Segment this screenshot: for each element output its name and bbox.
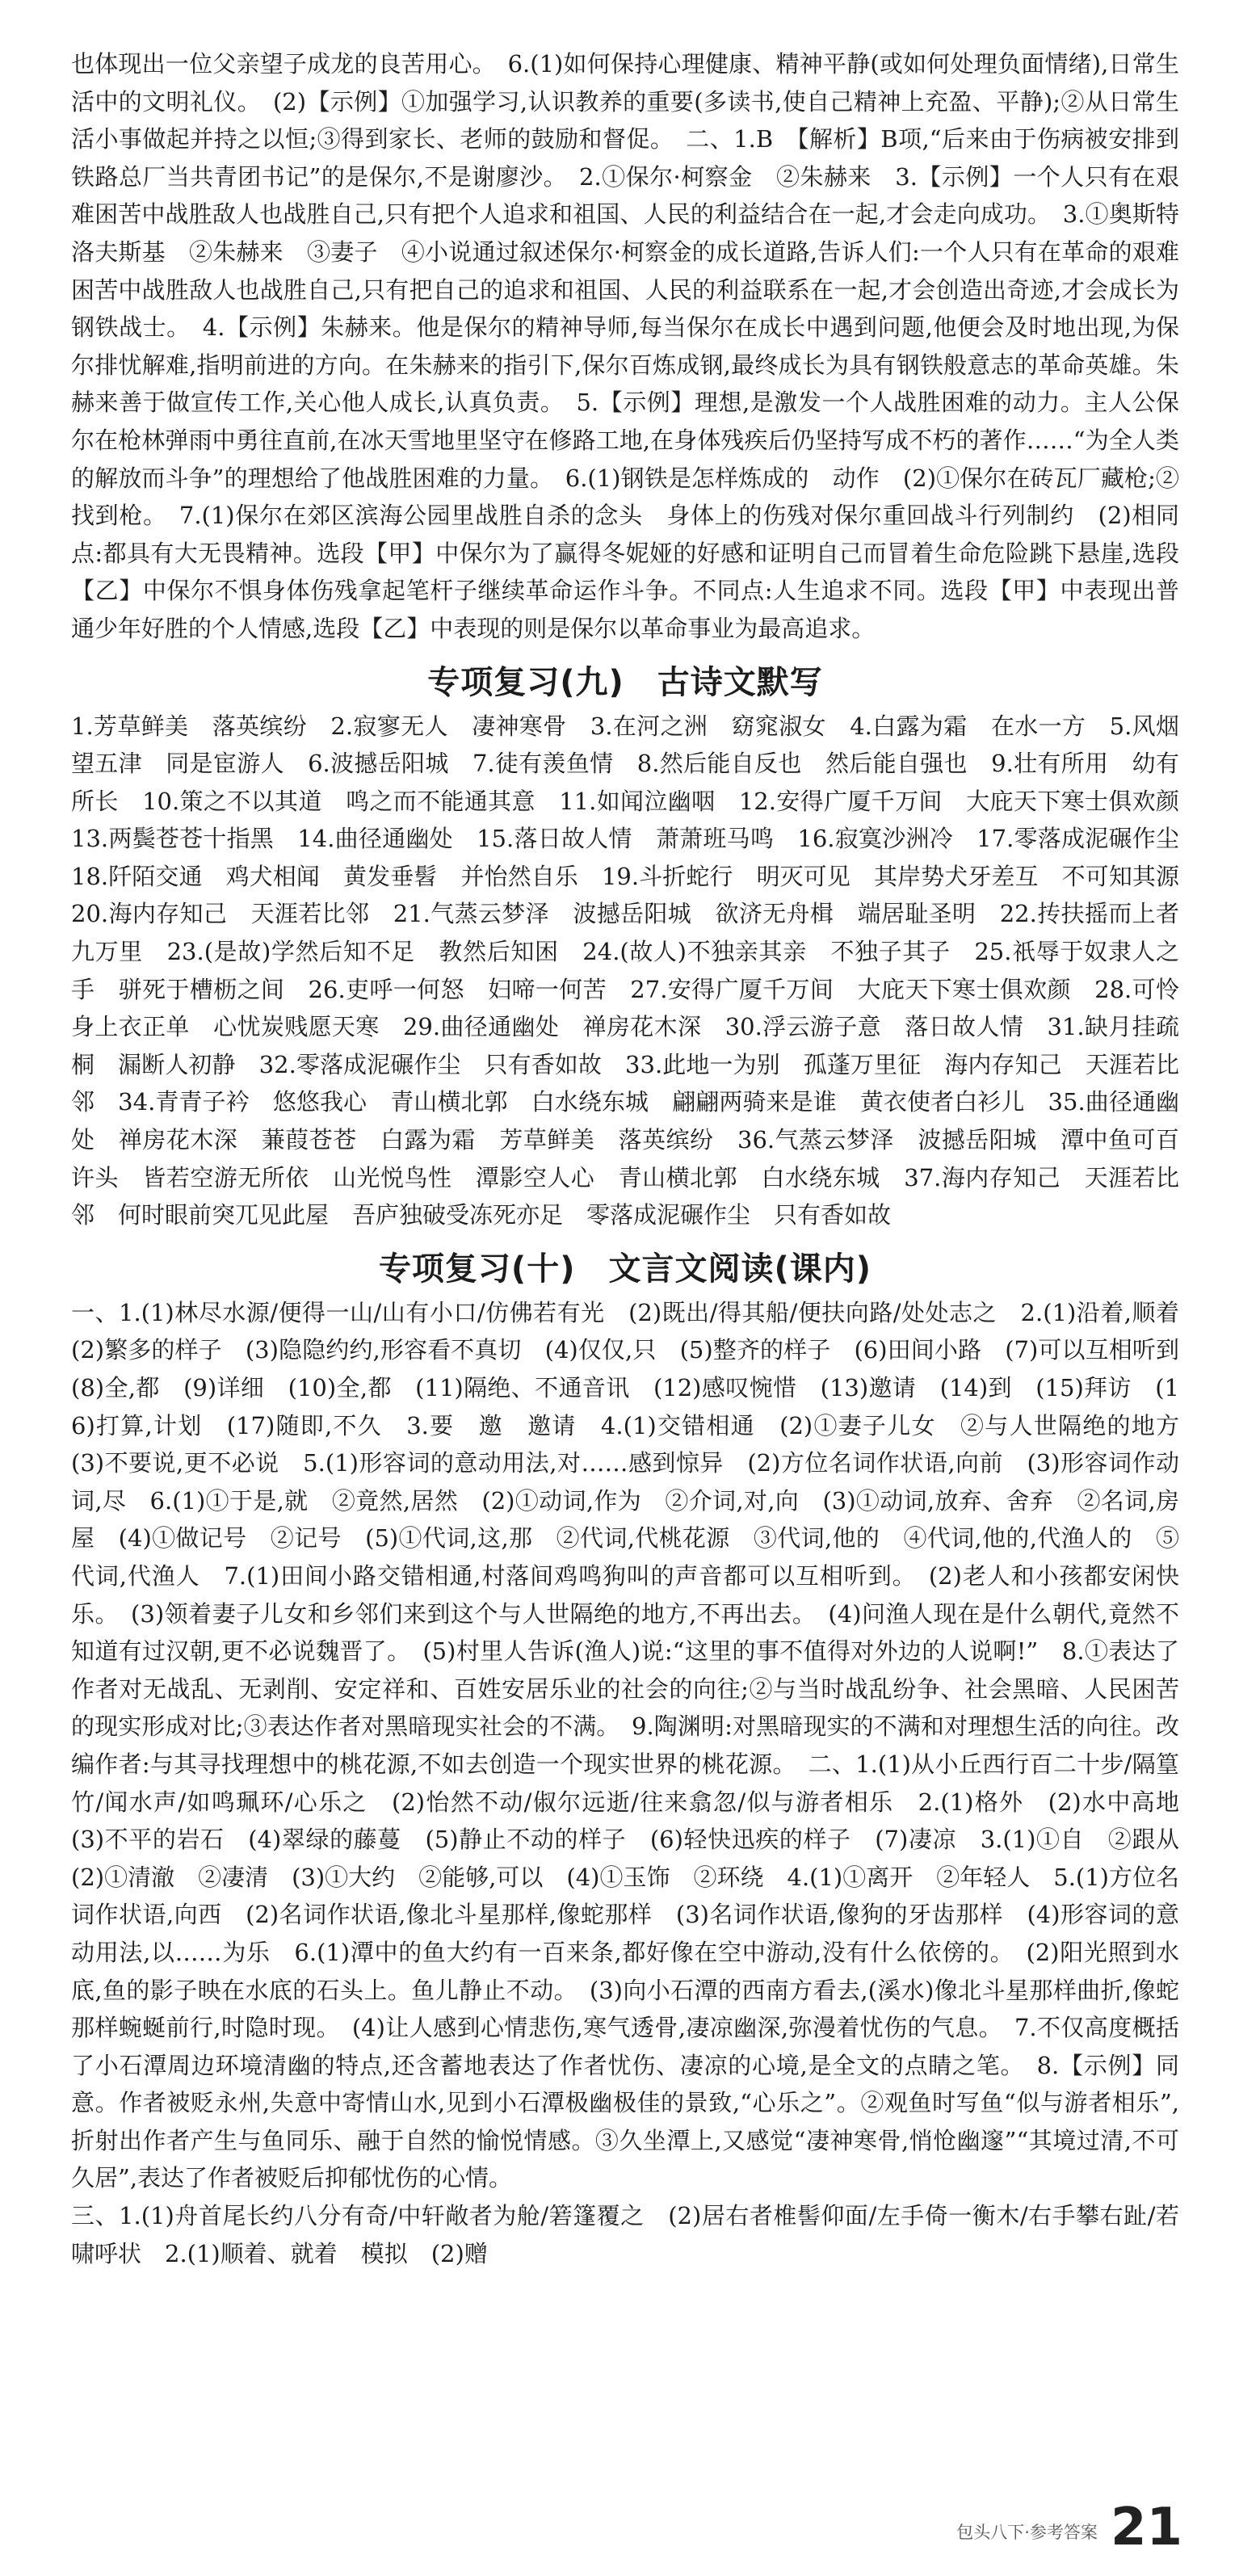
- answer-paragraph: 也体现出一位父亲望子成龙的良苦用心。 6.(1)如何保持心理健康、精神平静(或如何处理负面情绪),日常生活中的文明礼仪。 (2)【示例】①加强学习,认识教养的重要(多读书,使自己精神上充盈、平静);②从日常生活小事做起并持之以恒;③得到家长、老师的鼓励和督促。 二、1.B 【解析】B项,“后来由于伤病被安排到铁路总厂当共青团书记”的是保尔,不是谢廖沙。 2.①保尔·柯察金 ②朱赫来 3.【示例】一个人只有在艰难困苦中战胜敌人也战胜自己,只有把个人追求和祖国、人民的利益结合在一起,才会走向成功。 3.①奥斯特洛夫斯基 ②朱赫来 ③妻子 ④小说通过叙述保尔·柯察金的成长道路,告诉人们:一个人只有在革命的艰难困苦中战胜敌人也战胜自己,只有把自己的追求和祖国、人民的利益联系在一起,才会创造出奇迹,才会成长为钢铁战士。 4.【示例】朱赫来。他是保尔的精神导师,每当保尔在成长中遇到问题,他便会及时地出现,为保尔排忧解难,指明前进的方向。在朱赫来的指引下,保尔百炼成钢,最终成长为具有钢铁般意志的革命英雄。朱赫来善于做宣传工作,关心他人成长,认真负责。 5.【示例】理想,是激发一个人战胜困难的动力。主人公保尔在枪林弹雨中勇往直前,在冰天雪地里坚守在修路工地,在身体残疾后仍坚持写成不朽的著作……“为全人类的解放而斗争”的理想给了他战胜困难的力量。 6.(1)钢铁是怎样炼成的 动作 (2)①保尔在砖瓦厂藏枪;②找到枪。 7.(1)保尔在郊区滨海公园里战胜自杀的念头 身体上的伤残对保尔重回战斗行列制约 (2)相同点:都具有大无畏精神。选段【甲】中保尔为了赢得冬妮娅的好感和证明自己而冒着生命危险跳下悬崖,选段【乙】中保尔不惧身体伤残拿起笔杆子继续革命运作斗争。不同点:人生追求不同。选段【甲】中表现出普通少年好胜的个人情感,选段【乙】中表现的则是保尔以革命事业为最高追求。: [71, 50, 1179, 642]
- section-title-poetry-recitation: 专项复习(九) 古诗文默写: [427, 663, 823, 701]
- answer-page: [71, 45, 1203, 2272]
- section-continued-answers: [71, 45, 1179, 648]
- page-footer: [956, 2498, 1182, 2557]
- answer-paragraph: 三、1.(1)舟首尾长约八分有奇/中轩敞者为舱/箬篷覆之 (2)居右者椎髻仰面/左手倚一衡木/右手攀右趾/若啸呼状 2.(1)顺着、就着 模拟 (2)赠: [71, 2202, 1179, 2267]
- answer-paragraph: 1.芳草鲜美 落英缤纷 2.寂寥无人 凄神寒骨 3.在河之洲 窈窕淑女 4.白露为霜 在水一方 5.风烟望五津 同是宦游人 6.波撼岳阳城 7.徒有羡鱼情 8.然后能自反也 然后能自强也 9.壮有所用 幼有所长 10.策之不以其道 鸣之而不能通其意 11.如闻泣幽咽 12.安得广厦千万间 大庇天下寒士俱欢颜 13.两鬓苍苍十指黑 14.曲径通幽处 15.落日故人情 萧萧班马鸣 16.寂寞沙洲冷 17.零落成泥碾作尘 18.阡陌交通 鸡犬相闻 黄发垂髫 并怡然自乐 19.斗折蛇行 明灭可见 其岸势犬牙差互 不可知其源 20.海内存知己 天涯若比邻 21.气蒸云梦泽 波撼岳阳城 欲济无舟楫 端居耻圣明 22.抟扶摇而上者九万里 23.(是故)学然后知不足 教然后知困 24.(故人)不独亲其亲 不独子其子 25.祇辱于奴隶人之手 骈死于槽枥之间 26.吏呼一何怒 妇啼一何苦 27.安得广厦千万间 大庇天下寒士俱欢颜 28.可怜身上衣正单 心忧炭贱愿天寒 29.曲径通幽处 禅房花木深 30.浮云游子意 落日故人情 31.缺月挂疏桐 漏断人初静 32.零落成泥碾作尘 只有香如故 33.此地一为别 孤蓬万里征 海内存知己 天涯若比邻 34.青青子衿 悠悠我心 青山横北郭 白水绕东城 翩翩两骑来是谁 黄衣使者白衫儿 35.曲径通幽处 禅房花木深 蒹葭苍苍 白露为霜 芳草鲜美 落英缤纷 36.气蒸云梦泽 波撼岳阳城 潭中鱼可百许头 皆若空游无所依 山光悦鸟性 潭影空人心 青山横北郭 白水绕东城 37.海内存知己 天涯若比邻 何时眼前突兀见此屋 吾庐独破受冻死亦足 零落成泥碾作尘 只有香如故: [71, 712, 1203, 1229]
- section-classical-reading: [71, 1294, 1203, 2272]
- section-title-classical-reading: 专项复习(十) 文言文阅读(课内): [378, 1250, 872, 1288]
- answer-paragraph: 一、1.(1)林尽水源/便得一山/山有小口/仿佛若有光 (2)既出/得其船/便扶向路/处处志之 2.(1)沿着,顺着 (2)繁多的样子 (3)隐隐约约,形容看不真切 (4)仅仅,只 (5)整齐的样子 (6)田间小路 (7)可以互相听到 (8)全,都 (9)详细 (10)全,都 (11)隔绝、不通音讯 (12)感叹惋惜 (13)邀请 (14)到 (15)拜访 (16)打算,计划 (17)随即,不久 3.要 邀 邀请 4.(1)交错相通 (2)①妻子儿女 ②与人世隔绝的地方 (3)不要说,更不必说 5.(1)形容词的意动用法,对……感到惊异 (2)方位名词作状语,向前 (3)形容词作动词,尽 6.(1)①于是,就 ②竟然,居然 (2)①动词,作为 ②介词,对,向 (3)①动词,放弃、舍弃 ②名词,房屋 (4)①做记号 ②记号 (5)①代词,这,那 ②代词,代桃花源 ③代词,他的 ④代词,他的,代渔人的 ⑤代词,代渔人 7.(1)田间小路交错相通,村落间鸡鸣狗叫的声音都可以互相听到。 (2)老人和小孩都安闲快乐。 (3)领着妻子儿女和乡邻们来到这个与人世隔绝的地方,不再出去。 (4)问渔人现在是什么朝代,竟然不知道有过汉朝,更不必说魏晋了。 (5)村里人告诉(渔人)说:“这里的事不值得对外边的人说啊!” 8.①表达了作者对无战乱、无剥削、安定祥和、百姓安居乐业的社会的向往;②与当时战乱纷争、社会黑暗、人民困苦的现实形成对比;③表达作者对黑暗现实社会的不满。 9.陶渊明:对黑暗现实的不满和对理想生活的向往。改编作者:与其寻找理想中的桃花源,不如去创造一个现实世界的桃花源。 二、1.(1)从小丘西行百二十步/隔篁竹/闻水声/如鸣珮环/心乐之 (2)怡然不动/俶尔远逝/往来翕忽/似与游者相乐 2.(1)格外 (2)水中高地 (3)不平的岩石 (4)翠绿的藤蔓 (5)静止不动的样子 (6)轻快迅疾的样子 (7)凄凉 3.(1)①自 ②跟从 (2)①清澈 ②凄清 (3)①大约 ②能够,可以 (4)①玉饰 ②环绕 4.(1)①离开 ②年轻人 5.(1)方位名词作状语,向西 (2)名词作状语,像北斗星那样,像蛇那样 (3)名词作状语,像狗的牙齿那样 (4)形容词的意动用法,以……为乐 6.(1)潭中的鱼大约有一百来条,都好像在空中游动,没有什么依傍的。 (2)阳光照到水底,鱼的影子映在水底的石头上。鱼儿静止不动。 (3)向小石潭的西南方看去,(溪水)像北斗星那样曲折,像蛇那样蜿蜒前行,时隐时现。 (4)让人感到心情悲伤,寒气透骨,凄凉幽深,弥漫着忧伤的气息。 7.不仅高度概括了小石潭周边环境清幽的特点,还含蓄地表达了作者忧伤、凄凉的心境,是全文的点睛之笔。 8.【示例】同意。作者被贬永州,失意中寄情山水,见到小石潭极幽极佳的景致,“心乐之”。②观鱼时写鱼“似与游者相乐”,折射出作者产生与鱼同乐、融于自然的愉悦情感。③久坐潭上,又感觉“凄神寒骨,悄怆幽邃”“其境过清,不可久居”,表达了作者被贬后抑郁忧伤的心情。: [71, 1298, 1203, 2192]
- page-number: 21: [1110, 2498, 1182, 2557]
- footer-label: 包头八下·参考答案: [956, 2523, 1098, 2542]
- section-poetry-recitation: [71, 708, 1203, 1234]
